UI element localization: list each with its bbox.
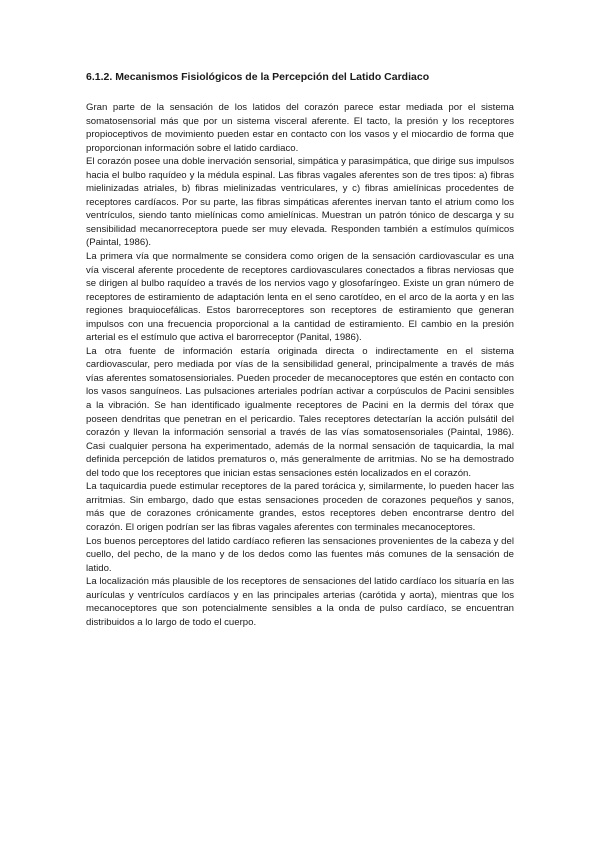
paragraph-5: La taquicardia puede estimular receptores de la pared torácica y, similarmente, lo pueden hacer las arritmias. Sin embargo, dado que estas sensaciones proceden de corazones pequeños y sanos, más que de corazones crónicamente grandes, estos receptores deben encontrarse dentro del corazón. El origen podrían ser las fibras vagales aferentes con terminales mecanoceptores. xyxy=(86,481,514,533)
paragraph-2: El corazón posee una doble inervación sensorial, simpática y parasimpática, que dirige sus impulsos hacia el bulbo raquídeo y la médula espinal. Las fibras vagales aferentes son de tres tipos: a) fibras mielinizadas atriales, b) fibras mielinizadas ventriculares, y c) fibras amielínicas procedentes de receptores cardíacos. Por su parte, las fibras simpáticas aferentes inervan tanto el atrium como los ventrículos, siendo tanto mielínicas como amielínicas. Muestran un patrón tónico de descarga y su sensibilidad mecanorreceptora puede ser muy elevada. Responden también a estímulos químicos (Paintal, 1986). xyxy=(86,156,514,249)
paragraph-3: La primera vía que normalmente se considera como origen de la sensación cardiovascular es una vía visceral aferente procedente de receptores cardiovasculares conectados a fibras nerviosas que se dirigen al bulbo raquídeo a través de los nervios vago y glosofaríngeo. Existe un gran número de receptores de estiramiento de adaptación lenta en el seno carotídeo, en el arco de la aorta y en las regiones braquiocefálicas. Estos barorreceptores son receptores de estiramiento que generan impulsos con una frecuencia proporcional a la cantidad de estiramiento. El cambio en la presión arterial es el estímulo que activa el barorreceptor (Panital, 1986). xyxy=(86,251,514,344)
paragraph-6: Los buenos perceptores del latido cardíaco refieren las sensaciones provenientes de la cabeza y del cuello, del pecho, de la mano y de los dedos como las fuentes más comunes de la sensación de latido. xyxy=(86,535,514,574)
document-page xyxy=(86,70,514,629)
paragraph-7: La localización más plausible de los receptores de sensaciones del latido cardíaco los situaría en las aurículas y ventrículos cardíacos y en las principales arterias (carótida y aorta), mientras que los mecanoceptores que son potencialmente sensibles a la onda de pulso cardíaco, se encuentran distribuidos a lo largo de todo el cuerpo. xyxy=(86,576,514,628)
paragraph-4: La otra fuente de información estaría originada directa o indirectamente en el sistema cardiovascular, pero mediada por vías de la sensibilidad general, principalmente a través de más vías aferentes somatosensioriales. Pueden proceder de mecanoceptores que estén en contacto con los vasos sanguíneos. Las pulsaciones arteriales podrían activar a corpúsculos de Pacini sensibles a la vibración. Se han identificado igualmente receptores de Pacini en la dermis del tórax que poseen dendritas que penetran en el pericardio. Tales receptores detectarían la acción pulsátil del corazón y llevan la información sensorial a través de las vías somatosensoriales (Paintal, 1986). Casi cualquier persona ha experimentado, además de la normal sensación de taquicardia, la mal definida percepción de latidos prematuros o, más generalmente de arritmias. No se ha demostrado del todo que los receptores que inician estas sensaciones estén localizados en el corazón. xyxy=(86,345,514,479)
paragraph-1: Gran parte de la sensación de los latidos del corazón parece estar mediada por el sistema somatosensorial más que por un sistema visceral aferente. El tacto, la presión y los receptores propioceptivos de movimiento pueden estar en contacto con los vasos y el miocardio de forma que proporcionan información sobre el latido cardiaco. xyxy=(86,102,514,154)
section-heading: 6.1.2. Mecanismos Fisiológicos de la Percepción del Latido Cardiaco xyxy=(86,71,430,83)
